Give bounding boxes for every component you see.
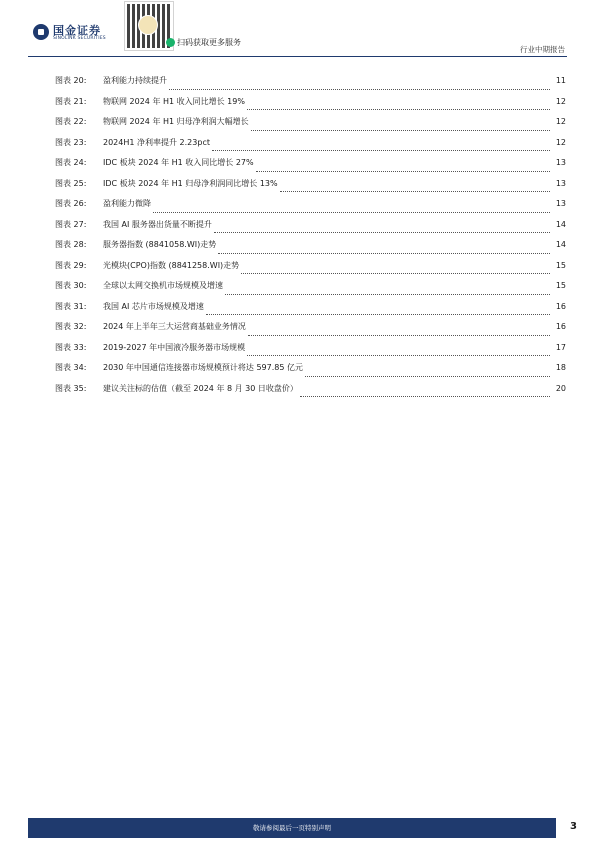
logo-chinese-name: 国金证券 xyxy=(53,24,101,37)
toc-dot-leader xyxy=(247,101,550,110)
toc-entry[interactable] xyxy=(55,219,566,240)
toc-dot-leader xyxy=(256,163,550,172)
toc-figure-title: 我国 AI 服务器出货量不断提升 xyxy=(103,219,212,229)
qr-caption: 扫码获取更多服务 xyxy=(177,38,241,47)
toc-entry[interactable] xyxy=(55,96,566,117)
toc-figure-title: IDC 板块 2024 年 H1 收入同比增长 27% xyxy=(103,158,254,167)
toc-dot-leader xyxy=(251,122,550,131)
toc-page-number: 11 xyxy=(555,76,566,85)
toc-page-number: 13 xyxy=(555,178,566,188)
toc-entry[interactable] xyxy=(55,239,566,260)
toc-entry[interactable] xyxy=(55,116,566,137)
toc-figure-label: 图表 35: xyxy=(55,383,87,393)
toc-dot-leader xyxy=(305,368,550,377)
toc-entry[interactable] xyxy=(55,383,566,404)
toc-figure-title: 全球以太网交换机市场规模及增速 xyxy=(103,281,223,290)
toc-figure-title: 我国 AI 芯片市场规模及增速 xyxy=(103,301,204,311)
toc-figure-label: 图表 25: xyxy=(55,178,87,188)
toc-page-number: 13 xyxy=(555,158,566,167)
toc-entry[interactable] xyxy=(55,362,566,383)
toc-figure-title: 物联网 2024 年 H1 收入同比增长 19% xyxy=(103,96,245,106)
toc-figure-title: 2024H1 净利率提升 2.23pct xyxy=(103,137,210,147)
header-divider xyxy=(28,56,567,57)
toc-page-number: 20 xyxy=(555,383,566,393)
page-header xyxy=(0,0,595,62)
toc-entry[interactable] xyxy=(55,321,566,342)
toc-figure-title: 2019-2027 年中国液冷服务器市场规模 xyxy=(103,342,246,352)
toc-dot-leader xyxy=(153,204,550,213)
logo-english-name: SINOLINK SECURITIES xyxy=(53,36,106,41)
company-logo xyxy=(33,22,123,44)
figure-index-list xyxy=(55,75,566,403)
toc-page-number: 16 xyxy=(555,322,566,331)
logo-icon xyxy=(33,24,49,40)
toc-figure-label: 图表 26: xyxy=(55,199,87,208)
qr-center-emblem xyxy=(138,15,158,35)
toc-figure-title: 服务器指数 (8841058.WI)走势 xyxy=(103,240,217,249)
toc-figure-label: 图表 32: xyxy=(55,322,87,331)
toc-figure-title: IDC 板块 2024 年 H1 归母净利润同比增长 13% xyxy=(103,178,278,188)
toc-dot-leader xyxy=(169,81,550,90)
toc-dot-leader xyxy=(212,142,550,151)
toc-figure-title: 盈利能力持续提升 xyxy=(103,76,167,85)
toc-page-number: 12 xyxy=(555,137,566,147)
toc-page-number: 12 xyxy=(555,117,566,126)
toc-dot-leader xyxy=(247,347,550,356)
toc-page-number: 15 xyxy=(555,281,566,290)
toc-figure-label: 图表 21: xyxy=(55,96,87,106)
toc-dot-leader xyxy=(241,265,550,274)
toc-figure-label: 图表 28: xyxy=(55,240,87,249)
toc-figure-label: 图表 34: xyxy=(55,363,87,372)
toc-page-number: 14 xyxy=(555,240,566,249)
toc-figure-label: 图表 29: xyxy=(55,260,87,270)
toc-dot-leader xyxy=(248,327,550,336)
toc-figure-title: 物联网 2024 年 H1 归母净利润大幅增长 xyxy=(103,117,249,126)
toc-figure-title: 2024 年上半年三大运营商基础业务情况 xyxy=(103,322,246,331)
page-number: 3 xyxy=(570,821,577,832)
toc-page-number: 17 xyxy=(555,342,566,352)
toc-entry[interactable] xyxy=(55,280,566,301)
toc-entry[interactable] xyxy=(55,137,566,158)
toc-figure-label: 图表 33: xyxy=(55,342,87,352)
toc-dot-leader xyxy=(218,245,550,254)
toc-figure-title: 建议关注标的估值（截至 2024 年 8 月 30 日收盘价） xyxy=(103,383,298,393)
toc-dot-leader xyxy=(214,224,550,233)
toc-entry[interactable] xyxy=(55,301,566,322)
toc-dot-leader xyxy=(300,388,550,397)
toc-entry[interactable] xyxy=(55,260,566,281)
toc-figure-label: 图表 22: xyxy=(55,117,87,126)
wechat-icon xyxy=(166,38,175,47)
toc-dot-leader xyxy=(225,286,550,295)
toc-figure-title: 光模块(CPO)指数 (8841258.WI)走势 xyxy=(103,260,240,270)
toc-page-number: 18 xyxy=(555,363,566,372)
toc-entry[interactable] xyxy=(55,157,566,178)
toc-page-number: 16 xyxy=(555,301,566,311)
toc-figure-label: 图表 31: xyxy=(55,301,87,311)
toc-page-number: 14 xyxy=(555,219,566,229)
toc-figure-label: 图表 30: xyxy=(55,281,87,290)
toc-dot-leader xyxy=(206,306,550,315)
toc-page-number: 13 xyxy=(555,199,566,208)
toc-dot-leader xyxy=(280,183,550,192)
report-type-label: 行业中期报告 xyxy=(520,45,565,54)
toc-entry[interactable] xyxy=(55,178,566,199)
toc-figure-label: 图表 23: xyxy=(55,137,87,147)
toc-figure-title: 盈利能力微降 xyxy=(103,199,151,208)
toc-figure-label: 图表 24: xyxy=(55,158,87,167)
toc-page-number: 15 xyxy=(555,260,566,270)
toc-entry[interactable] xyxy=(55,198,566,219)
page-footer xyxy=(28,818,556,838)
toc-figure-title: 2030 年中国通信连接器市场规模预计将达 597.85 亿元 xyxy=(103,363,303,372)
toc-figure-label: 图表 27: xyxy=(55,219,87,229)
toc-figure-label: 图表 20: xyxy=(55,76,87,85)
toc-page-number: 12 xyxy=(555,96,566,106)
toc-entry[interactable] xyxy=(55,75,566,96)
toc-entry[interactable] xyxy=(55,342,566,363)
disclaimer-notice: 敬请参阅最后一页特别声明 xyxy=(253,824,331,832)
